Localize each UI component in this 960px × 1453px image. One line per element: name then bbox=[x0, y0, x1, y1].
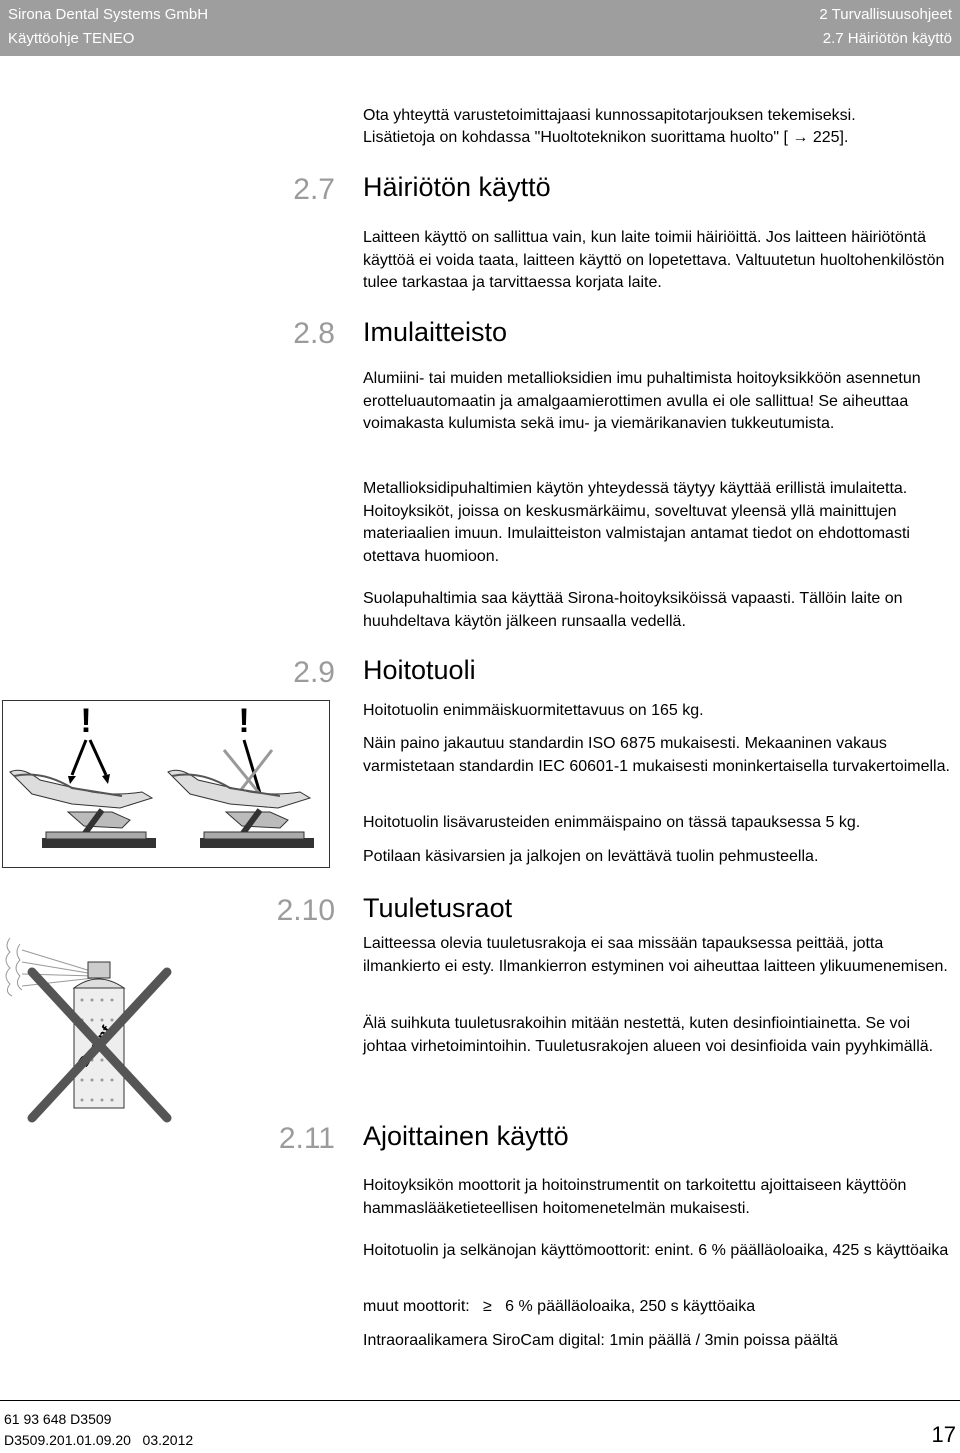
s211-paragraph-1: Hoitoyksikön moottorit ja hoitoinstrumentit on tarkoitettu ajoittaiseen käyttöön hammaslääketieteellisen hoitomenetelmän mukaisesti. bbox=[363, 1177, 907, 1217]
s29-paragraph-2: Näin paino jakautuu standardin ISO 6875 mukaisesti. Mekaaninen vakaus varmistetaan standardin IEC 60601-1 mukaisesti moninkertaisella turvakertoimella. bbox=[363, 735, 950, 775]
section-number-2-10: 2.10 bbox=[276, 894, 335, 927]
section-number-2-11: 2.11 bbox=[278, 1122, 335, 1155]
section-heading-2-9: Hoitotuoli bbox=[363, 655, 476, 685]
intro-line-1: Ota yhteyttä varustetoimittajaasi kunnossapitotarjouksen tekemiseksi. bbox=[363, 107, 856, 124]
s211-paragraph-2: Hoitotuolin ja selkänojan käyttömoottorit: enint. 6 % päälläoloaika, 425 s käyttöaika bbox=[363, 1242, 949, 1259]
section-number-2-9: 2.9 bbox=[293, 656, 335, 689]
s28-paragraph-2: Metallioksidipuhaltimien käytön yhteydessä täytyy käyttää erillistä imulaitetta. Hoitoyksiköt, joissa on keskusmärkäimu, soveltuvat yleensä yllä mainittujen materiaalien imuun. Imulaitteiston valmistajan antamat tiedot on ehdottomasti otettava huomioon. bbox=[363, 480, 910, 565]
section-number-2-8: 2.8 bbox=[293, 317, 335, 350]
section-number-2-7: 2.7 bbox=[293, 173, 335, 206]
page-number: 17 bbox=[931, 1422, 956, 1447]
page-header bbox=[0, 0, 960, 56]
footer-doc-number: 61 93 648 D3509 bbox=[4, 1411, 112, 1427]
dental-chair-load-figure bbox=[2, 700, 330, 868]
footer-divider bbox=[0, 1400, 960, 1401]
company-name: Sirona Dental Systems GmbH bbox=[8, 6, 209, 23]
s29-paragraph-4: Potilaan käsivarsien ja jalkojen on levättävä tuolin pehmusteella. bbox=[363, 848, 819, 865]
section-heading-2-11: Ajoittainen käyttö bbox=[363, 1121, 569, 1151]
s210-paragraph-2: Älä suihkuta tuuletusrakoihin mitään nestettä, kuten desinfiointiainetta. Se voi johtaa virhetoimintoihin. Tuuletusrakojen alueen voi desinfioida vain pyyhkimällä. bbox=[363, 1015, 934, 1055]
s210-paragraph-1: Laitteessa olevia tuuletusrakoja ei saa missään tapauksessa peittää, jotta ilmankierto ei esty. Ilmankierron estyminen voi aiheuttaa laitteen ylikuumenemisen. bbox=[363, 935, 948, 975]
intro-line-2: Lisätietoja on kohdassa "Huoltoteknikon suorittama huolto" [ → 225]. bbox=[363, 129, 849, 146]
chapter-title: 2 Turvallisuusohjeet bbox=[819, 6, 952, 23]
s28-paragraph-1: Alumiini- tai muiden metallioksidien imu puhaltimista hoitoyksikköön asennetun erotteluautomaatin ja amalgaamierottimen avulla ei ole sallittua! Se aiheuttaa voimakasta kulumista sekä imu- ja viemärikanavien tukkeutumista. bbox=[363, 370, 921, 432]
manual-title: Käyttöohje TENEO bbox=[8, 30, 135, 47]
s29-paragraph-1: Hoitotuolin enimmäiskuormitettavuus on 165 kg. bbox=[363, 702, 704, 719]
section-heading-2-10: Tuuletusraot bbox=[363, 893, 513, 923]
s29-paragraph-3: Hoitotuolin lisävarusteiden enimmäispaino on tässä tapauksessa 5 kg. bbox=[363, 814, 861, 831]
s211-paragraph-3: muut moottorit: ≥ 6 % päälläoloaika, 250 s käyttöaika bbox=[363, 1298, 756, 1315]
section-title: 2.7 Häiriötön käyttö bbox=[822, 30, 952, 47]
s27-paragraph-1: Laitteen käyttö on sallittua vain, kun laite toimii häiriöittä. Jos laitteen häiriötöntä käyttöä ei voida taata, laitteen käyttö on lopetettava. Valtuutetun huoltohenkilöstön tulee tarkastaa ja tarvittaessa korjata laite. bbox=[363, 229, 945, 291]
section-heading-2-8: Imulaitteisto bbox=[363, 317, 508, 347]
section-heading-2-7: Häiriötön käyttö bbox=[363, 172, 551, 202]
warning-mark-left: ! bbox=[80, 702, 92, 740]
s28-paragraph-3: Suolapuhaltimia saa käyttää Sirona-hoitoyksiköissä vapaasti. Tällöin laite on huuhdeltava käytön jälkeen runsaalla vedellä. bbox=[363, 590, 903, 630]
warning-mark-right: ! bbox=[238, 702, 250, 740]
footer-doc-version: D3509.201.01.09.20 03.2012 bbox=[4, 1432, 194, 1448]
no-spray-figure bbox=[2, 930, 172, 1125]
spray-can-icon bbox=[74, 962, 124, 1108]
s211-paragraph-4: Intraoraalikamera SiroCam digital: 1min päällä / 3min poissa päältä bbox=[363, 1332, 838, 1349]
